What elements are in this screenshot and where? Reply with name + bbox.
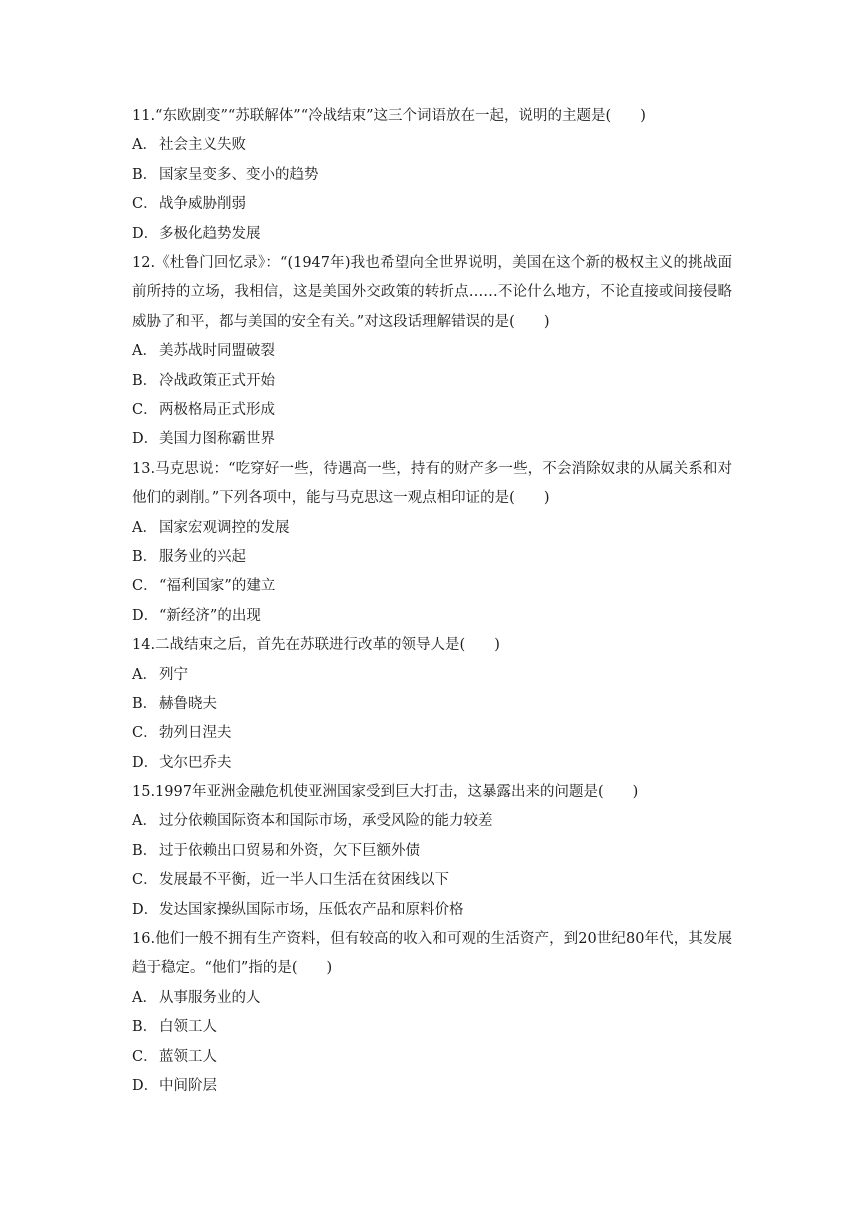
option-text: 战争威胁削弱	[159, 196, 246, 213]
question-16	[132, 925, 732, 1101]
option-letter: C．	[132, 401, 158, 418]
option-letter: C．	[132, 196, 158, 213]
option-letter: A．	[132, 343, 157, 360]
option-letter: D．	[132, 901, 159, 918]
option-text: 美苏战时同盟破裂	[159, 343, 275, 360]
option-d	[132, 749, 732, 778]
question-14	[132, 631, 732, 778]
option-text: 白领工人	[159, 1019, 217, 1036]
exam-page	[132, 102, 732, 1101]
option-letter: B．	[132, 842, 158, 859]
option-c	[132, 866, 732, 895]
option-d	[132, 602, 732, 631]
option-letter: B．	[132, 372, 158, 389]
option-letter: A．	[132, 813, 157, 830]
option-text: 戈尔巴乔夫	[159, 754, 232, 771]
question-stem: 15.1997年亚洲金融危机使亚洲国家受到巨大打击，这暴露出来的问题是( )	[132, 784, 639, 801]
option-c	[132, 1043, 732, 1072]
option-a	[132, 131, 732, 160]
option-letter: A．	[132, 519, 157, 536]
option-letter: B．	[132, 1019, 158, 1036]
option-a	[132, 807, 732, 836]
option-text: 冷战政策正式开始	[159, 372, 275, 389]
question-stem: 12.《杜鲁门回忆录》：“(1947年)我也希望向全世界说明，美国在这个新的极权主义的挑战面前所持的立场，我相信，这是美国外交政策的转折点……不论什么地方，不论直接或间接侵略威胁了和平，都与美国的安全有关。”对这段话理解错误的是( )	[132, 254, 732, 330]
option-letter: C．	[132, 725, 158, 742]
option-b	[132, 690, 732, 719]
option-b	[132, 1013, 732, 1042]
option-text: 国家宏观调控的发展	[159, 519, 290, 536]
option-text: 过分依赖国际资本和国际市场，承受风险的能力较差	[159, 813, 493, 830]
option-letter: A．	[132, 137, 157, 154]
option-a	[132, 984, 732, 1013]
option-letter: D．	[132, 1078, 159, 1094]
option-text: 勃列日涅夫	[159, 725, 232, 742]
option-b	[132, 543, 732, 572]
option-letter: C．	[132, 578, 158, 595]
question-13	[132, 455, 732, 631]
question-stem: 16.他们一般不拥有生产资料，但有较高的收入和可观的生活资产，到20世纪80年代，其发展趋于稳定。“他们”指的是( )	[132, 931, 732, 977]
option-letter: B．	[132, 166, 158, 183]
option-text: 两极格局正式形成	[159, 401, 275, 418]
option-letter: A．	[132, 989, 157, 1006]
option-text: 多极化趋势发展	[159, 225, 261, 242]
option-c	[132, 719, 732, 748]
option-c	[132, 572, 732, 601]
question-12	[132, 249, 732, 455]
option-text: 美国力图称霸世界	[159, 431, 275, 448]
option-letter: D．	[132, 431, 159, 448]
option-text: “新经济”的出现	[159, 607, 261, 624]
option-text: 赫鲁晓夫	[159, 695, 217, 712]
option-letter: B．	[132, 695, 158, 712]
option-c	[132, 396, 732, 425]
option-d	[132, 220, 732, 249]
option-text: 国家呈变多、变小的趋势	[159, 166, 319, 183]
question-15	[132, 778, 732, 925]
question-stem: 11.“东欧剧变”“苏联解体”“冷战结束”这三个词语放在一起，说明的主题是( )	[132, 108, 646, 124]
option-b	[132, 161, 732, 190]
option-letter: B．	[132, 548, 158, 565]
option-letter: C．	[132, 1048, 158, 1065]
option-text: 蓝领工人	[159, 1048, 217, 1065]
option-b	[132, 837, 732, 866]
option-text: 中间阶层	[159, 1078, 217, 1094]
option-text: 从事服务业的人	[159, 989, 261, 1006]
option-text: 发达国家操纵国际市场，压低农产品和原料价格	[159, 901, 464, 918]
option-text: 服务业的兴起	[159, 548, 246, 565]
option-letter: A．	[132, 666, 157, 683]
question-11	[132, 102, 732, 249]
option-b	[132, 367, 732, 396]
option-letter: C．	[132, 872, 158, 889]
option-letter: D．	[132, 225, 159, 242]
option-d	[132, 1072, 732, 1101]
option-c	[132, 190, 732, 219]
option-a	[132, 514, 732, 543]
option-text: 发展最不平衡，近一半人口生活在贫困线以下	[159, 872, 449, 889]
option-a	[132, 337, 732, 366]
option-d	[132, 425, 732, 454]
option-a	[132, 661, 732, 690]
option-text: 列宁	[159, 666, 188, 683]
option-d	[132, 896, 732, 925]
question-stem: 14.二战结束之后，首先在苏联进行改革的领导人是( )	[132, 637, 500, 654]
option-letter: D．	[132, 607, 159, 624]
question-stem: 13.马克思说：“吃穿好一些，待遇高一些，持有的财产多一些，不会消除奴隶的从属关系和对他们的剥削。”下列各项中，能与马克思这一观点相印证的是( )	[132, 460, 732, 507]
option-text: 社会主义失败	[159, 137, 246, 154]
option-text: 过于依赖出口贸易和外资，欠下巨额外债	[159, 842, 420, 859]
option-letter: D．	[132, 754, 159, 771]
option-text: “福利国家”的建立	[159, 578, 276, 595]
